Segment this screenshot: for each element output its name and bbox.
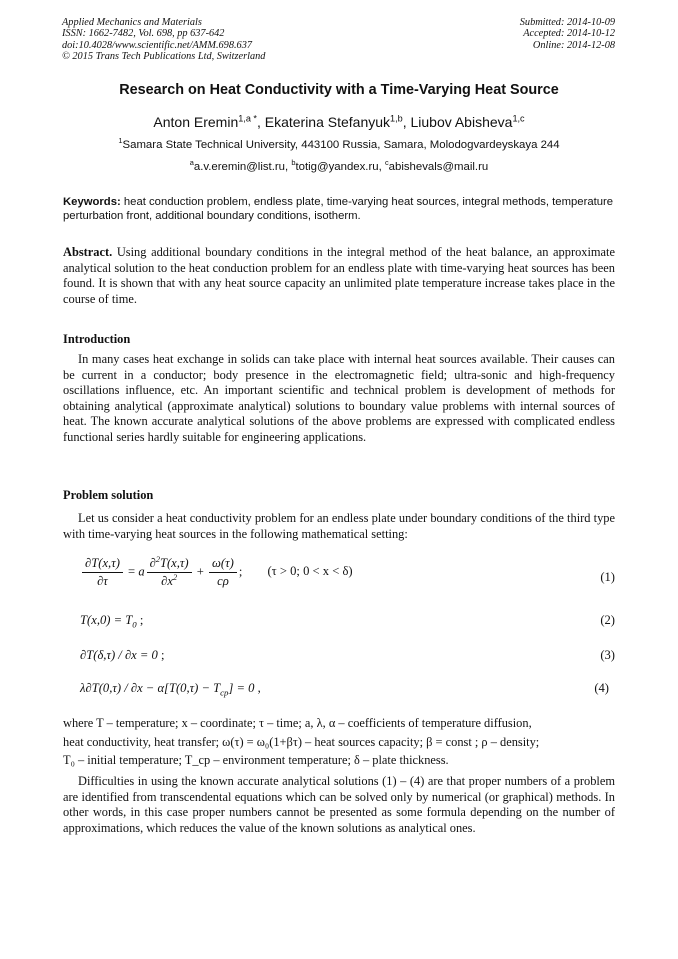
equation-1: $\frac{\partial T(x,\tau)}{\partial\tau}$ = a $\frac{\partial^2T(x,\tau)}{\partial x^2}$ + $\frac{\omega(\tau)}{c\rho}$ ; (τ > 0; 0 < x < δ) (1) [80, 556, 615, 589]
equation-number: (3) [600, 648, 615, 662]
equation-number: (2) [600, 613, 615, 627]
author-affil-mark: 1,a * [238, 113, 257, 124]
affiliation-mark: 1 [118, 136, 123, 146]
journal-copyright: © 2015 Trans Tech Publications Ltd, Switzerland [62, 51, 266, 63]
author-name: Ekaterina Stefanyuk [264, 114, 391, 130]
author-list: Anton Eremin$^{1,a *}$, Ekaterina Stefanyuk$^{1,b}$, Liubov Abisheva$^{1,c}$ [153, 113, 525, 130]
paper-title: Research on Heat Conductivity with a Time-Varying Heat Source [119, 82, 559, 98]
affiliation [0, 136, 678, 151]
dates-header [520, 17, 615, 51]
difficulties-paragraph: Difficulties in using the known accurate analytical solutions (1) – (4) are that proper numbers of a problem are identified from transcendental equations which can be solved only by numerical (or graphical) methods. In other words, in this case proper numbers cannot be presented as some formula depending on the number of approximations, which reduces the value of the known solutions as analytical ones. [63, 774, 615, 835]
journal-doi: doi:10.4028/www.scientific.net/AMM.698.637 [62, 39, 252, 51]
email-link[interactable]: totig@yandex.ru [295, 161, 379, 173]
equation-4: $\lambda\partial T(0,\tau) / \partial x - \alpha[T(0,\tau) - T_{ср}] = 0$ , (4) [80, 681, 609, 698]
equation-number: (1) [600, 570, 615, 584]
email-list: $^a$a.v.eremin@list.ru, $^b$totig@yandex.ru, $^c$abishevals@mail.ru [189, 158, 489, 173]
abstract-text: Using additional boundary conditions in the integral method of the heat balance, an approximate analytical solution to the heat conduction problem for an endless plate with time-varying heat sources has been found. It is shown that with any heat source capacity an unlimited plate temperature increase takes place in the course of time. [63, 245, 615, 306]
abstract [63, 245, 615, 307]
eq1-lhs-fraction: $\frac{\partial T(x,\tau)}{\partial\tau}$ [82, 556, 123, 589]
accepted-date: Accepted: 2014-10-12 [523, 28, 615, 40]
introduction-paragraph: In many cases heat exchange in solids can take place with internal heat sources available. Their causes can be current in a conductor; body presence in the electromagnetic field; ultra-sonic and high-frequency oscillations influence, etc. An important scientific and technical problem is development of methods for obtaining analytical (approximate analytical) solutions to boundary value problems with internal sources of heat. The known accurate analytical solutions of the above problems are expressed with complicated endless functional series hardly suitable for engineering applications. [63, 352, 615, 444]
equation-number: (4) [594, 681, 609, 695]
problem-intro-paragraph: Let us consider a heat conductivity problem for an endless plate under boundary conditions of the third type with time-varying heat sources in the following mathematical setting: [63, 511, 615, 541]
email-mark: b [291, 158, 296, 168]
keywords [63, 196, 615, 223]
section-heading-problem-solution: Problem solution [63, 488, 154, 502]
email-mark: c [384, 158, 389, 168]
email-mark: a [189, 158, 194, 168]
variable-definitions [63, 714, 615, 770]
author-name: Anton Eremin [153, 114, 239, 130]
submitted-date: Submitted: 2014-10-09 [519, 17, 615, 28]
author-affil-mark: 1,c [512, 113, 525, 124]
definition-line: heat conductivity, heat transfer; ω(τ) = ω₀(1+βτ) – heat sources capacity; β = const ; ρ – density; [63, 734, 540, 749]
eq1-source-fraction: $\frac{\omega(\tau)}{c\rho}$ [209, 556, 237, 589]
definition-line: where T – temperature; x – coordinate; τ – time; a, λ, α – coefficients of temperature diffusion, [63, 716, 532, 730]
journal-header [62, 17, 265, 63]
keywords-text: heat conduction problem, endless plate, time-varying heat sources, integral methods, temperature perturbation front, additional boundary conditions, isotherm. [63, 196, 614, 222]
eq1-condition: (τ > 0; 0 < x < δ) [267, 564, 353, 579]
definition-line: T₀ – initial temperature; T_ср – environment temperature; δ – plate thickness. [63, 753, 449, 767]
journal-name: Applied Mechanics and Materials [62, 17, 202, 28]
keywords-label: Keywords: [63, 196, 121, 208]
online-date: Online: 2014-12-08 [532, 39, 615, 51]
author-affil-mark: 1,b [390, 113, 403, 124]
email-link[interactable]: a.v.eremin@list.ru [193, 161, 286, 173]
author-name: Liubov Abisheva [410, 114, 513, 130]
equation-3: ∂T(δ,τ) / ∂x = 0 ; (3) [80, 648, 615, 662]
eq1-laplacian-fraction: $\frac{\partial^2T(x,\tau)}{\partial x^2}$ [147, 556, 192, 589]
abstract-label: Abstract. [63, 245, 113, 259]
email-link[interactable]: abishevals@mail.ru [388, 161, 489, 173]
section-heading-introduction: Introduction [63, 332, 131, 346]
journal-issn: ISSN: 1662-7482, Vol. 698, pp 637-642 [62, 28, 225, 40]
equation-2: $T(x,0) = T_0$ ; (2) [80, 613, 615, 630]
affiliation-text: Samara State Technical University, 443100 Russia, Samara, Molodogvardeyskaya 244 [122, 139, 560, 151]
